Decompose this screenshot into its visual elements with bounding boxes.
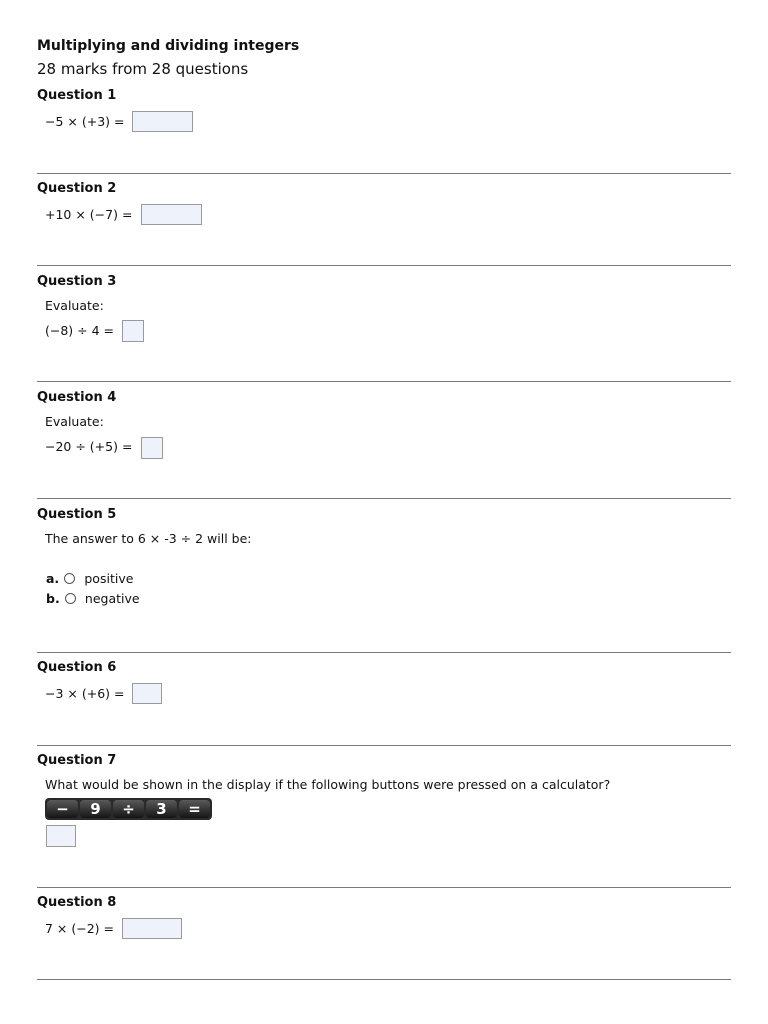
question-6-expression: −3 × (+6) = <box>45 686 125 701</box>
calculator-key-9: 9 <box>80 800 111 818</box>
option-label: negative <box>84 591 140 606</box>
question-7-answer-input[interactable] <box>46 825 76 847</box>
question-2-heading: Question 2 <box>37 181 117 196</box>
divider <box>37 265 731 266</box>
radio-button-icon[interactable] <box>65 593 76 604</box>
question-1-heading: Question 1 <box>37 88 117 103</box>
question-7-prompt: What would be shown in the display if the following buttons were pressed on a calculator? <box>45 777 611 792</box>
option-letter: b. <box>46 591 60 606</box>
question-6-answer-input[interactable] <box>132 683 162 704</box>
question-5-option-b[interactable] <box>46 588 140 607</box>
page-subtitle: 28 marks from 28 questions <box>37 60 249 78</box>
question-4-heading: Question 4 <box>37 390 117 405</box>
divider <box>37 979 731 980</box>
divider <box>37 887 731 888</box>
calculator-key-3: 3 <box>146 800 177 818</box>
question-8-answer-input[interactable] <box>122 918 182 939</box>
calculator-key-minus: − <box>47 800 78 818</box>
question-2-expression: +10 × (−7) = <box>45 207 133 222</box>
question-5-heading: Question 5 <box>37 507 117 522</box>
question-3-expression: (−8) ÷ 4 = <box>45 323 115 338</box>
question-8-expression: 7 × (−2) = <box>45 921 115 936</box>
divider <box>37 381 731 382</box>
divider <box>37 498 731 499</box>
calculator-key-divide: ÷ <box>113 800 144 818</box>
question-4-answer-input[interactable] <box>141 437 163 459</box>
question-5-prompt: The answer to 6 × -3 ÷ 2 will be: <box>45 531 252 546</box>
question-2-answer-input[interactable] <box>141 204 202 225</box>
question-3-prompt: Evaluate: <box>45 298 104 313</box>
question-8-heading: Question 8 <box>37 895 117 910</box>
question-5-option-a[interactable] <box>46 568 133 587</box>
divider <box>37 173 731 174</box>
question-7-heading: Question 7 <box>37 753 117 768</box>
question-4-prompt: Evaluate: <box>45 414 104 429</box>
divider <box>37 745 731 746</box>
calculator-key-equals: = <box>179 800 210 818</box>
divider <box>37 652 731 653</box>
radio-button-icon[interactable] <box>64 573 75 584</box>
question-1-answer-input[interactable] <box>132 111 193 132</box>
question-6-heading: Question 6 <box>37 660 117 675</box>
calculator-key-sequence <box>45 798 212 820</box>
option-label: positive <box>84 571 134 586</box>
question-3-answer-input[interactable] <box>122 320 144 342</box>
question-3-heading: Question 3 <box>37 274 117 289</box>
question-4-expression: −20 ÷ (+5) = <box>45 439 133 454</box>
option-letter: a. <box>46 571 60 586</box>
question-1-expression: −5 × (+3) = <box>45 114 125 129</box>
page-title: Multiplying and dividing integers <box>37 38 300 54</box>
